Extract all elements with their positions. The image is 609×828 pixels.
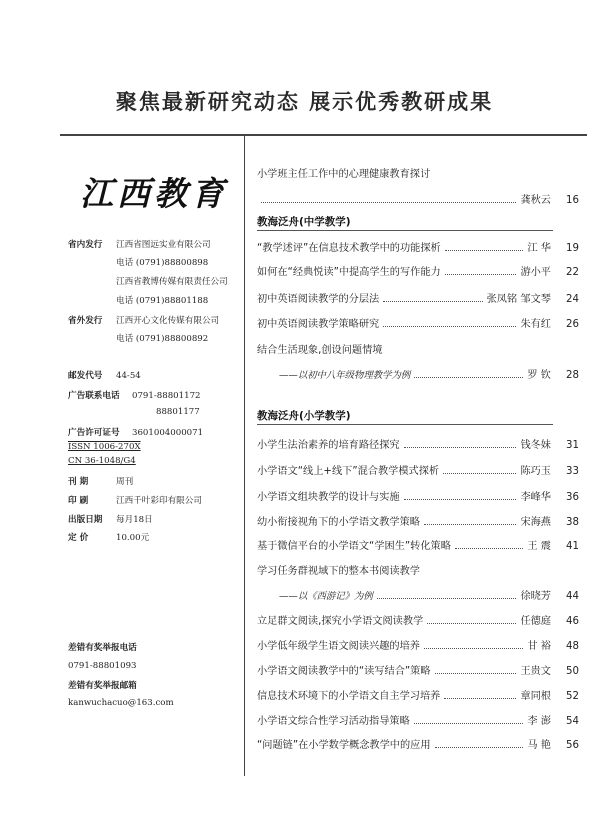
- toc-title-only-row: [257, 557, 551, 577]
- publisher-in-line: 江西省图远实业有限公司: [116, 240, 211, 250]
- toc-author: 朱有红: [520, 319, 551, 330]
- toc-title[interactable]: 小学语文阅读教学中的“读写结合”策略: [257, 666, 431, 677]
- toc-page: 48: [566, 641, 579, 652]
- toc-leader: [424, 648, 523, 649]
- toc-leader: [445, 274, 517, 275]
- page-banner: 聚焦最新研究动态 展示优秀教研成果: [115, 90, 494, 114]
- publisher-in-line: 电话 (0791)88800898: [116, 258, 209, 268]
- toc-leader: [445, 250, 524, 251]
- period-row: [68, 475, 133, 487]
- publisher-out-row: [68, 314, 219, 326]
- journal-logo: 江西教育: [80, 174, 228, 213]
- toc-entry[interactable]: [257, 632, 579, 652]
- toc-author: 甘 裕: [527, 641, 551, 652]
- publisher-in-line: 电话 (0791)88801188: [116, 296, 209, 306]
- toc-entry[interactable]: [257, 431, 579, 451]
- postal-code-row: [68, 369, 141, 381]
- ad-phone-label: 广告联系电话: [68, 391, 120, 401]
- ad-phone-value-2: 88801177: [156, 407, 200, 417]
- postal-code-label: 邮发代号: [68, 371, 103, 381]
- toc-author: 江 华: [527, 243, 551, 254]
- toc-entry-tail: [257, 582, 579, 602]
- pub-date-label: 出版日期: [68, 515, 103, 525]
- toc-leader: [455, 548, 523, 549]
- section-heading-middle-school: 教海泛舟(中学教学): [257, 216, 351, 228]
- publisher-out-phone-row: [68, 332, 208, 344]
- issn-row: [68, 442, 141, 452]
- toc-page: 46: [566, 616, 579, 627]
- toc-title[interactable]: 小学语文组块教学的设计与实施: [257, 492, 400, 503]
- toc-leader: [404, 447, 517, 448]
- printer-value: 江西千叶彩印有限公司: [116, 496, 202, 506]
- publisher-out-label: 省外发行: [68, 316, 103, 326]
- error-report-email-label: 差错有奖举报邮箱: [68, 681, 137, 691]
- ad-phone-row-2: [68, 407, 200, 417]
- publisher-in-row-2: [68, 275, 228, 287]
- toc-title[interactable]: 初中英语阅读教学策略研究: [257, 319, 380, 330]
- publisher-out-line: 电话 (0791)88800892: [116, 334, 209, 344]
- toc-leader: [383, 326, 516, 327]
- toc-entry[interactable]: [257, 607, 579, 627]
- ad-license-row: [68, 426, 203, 438]
- toc-title[interactable]: 初中英语阅读教学的分层法: [257, 294, 380, 305]
- cn-row: [68, 456, 136, 466]
- toc-page: 52: [566, 691, 579, 702]
- toc-entry[interactable]: [257, 457, 579, 477]
- toc-leader: [414, 377, 523, 378]
- publisher-in-phone-row: [68, 256, 208, 268]
- toc-leader: [377, 598, 517, 599]
- toc-author: 张凤铭 邹文琴: [486, 294, 551, 305]
- error-report-phone: 0791-88801093: [68, 661, 137, 671]
- toc-entry[interactable]: [257, 508, 579, 528]
- toc-author: 宋海燕: [520, 517, 551, 528]
- toc-leader: [443, 473, 516, 474]
- ad-phone-row: [68, 389, 201, 401]
- toc-page: 41: [566, 541, 579, 552]
- price-value: 10.00元: [116, 533, 150, 543]
- toc-title[interactable]: 幼小衔接视角下的小学语文教学策略: [257, 517, 420, 528]
- ad-license-label: 广告许可证号: [68, 428, 120, 438]
- toc-title[interactable]: 如何在“经典悦读”中提高学生的写作能力: [257, 267, 441, 278]
- toc-title-only-row: [257, 336, 551, 356]
- toc-page: 54: [566, 716, 579, 727]
- toc-entry[interactable]: [257, 483, 579, 503]
- toc-title[interactable]: 立足群文阅读,探究小学语文阅读教学: [257, 616, 424, 627]
- printer-row: [68, 494, 202, 506]
- section-rule: [257, 424, 553, 425]
- toc-entry[interactable]: [257, 285, 579, 305]
- toc-title[interactable]: 结合生活现象,创设问题情境: [257, 345, 383, 356]
- pub-date-row: [68, 513, 153, 525]
- toc-author: 游小平: [520, 267, 551, 278]
- printer-label: 印 刷: [68, 496, 89, 506]
- toc-page: 24: [566, 294, 579, 305]
- toc-author: 章同根: [520, 691, 551, 702]
- toc-leader: [414, 723, 524, 724]
- toc-page: 44: [566, 591, 579, 602]
- section-heading-primary-school: 教海泛舟(小学教学): [257, 410, 351, 422]
- publisher-in-row: [68, 238, 211, 250]
- toc-entry[interactable]: [257, 682, 579, 702]
- toc-author: 王贵文: [520, 666, 551, 677]
- toc-page: 26: [566, 319, 579, 330]
- toc-page: 31: [566, 440, 579, 451]
- toc-title[interactable]: 小学低年级学生语文阅读兴趣的培养: [257, 641, 420, 652]
- toc-author: 钱冬妹: [520, 440, 551, 451]
- toc-author: 任德庭: [520, 616, 551, 627]
- price-label: 定 价: [68, 533, 89, 543]
- publisher-in-phone-row-2: [68, 294, 208, 306]
- toc-page: 28: [566, 370, 579, 381]
- error-report-email[interactable]: kanwuchacuo@163.com: [68, 698, 174, 708]
- section-rule: [257, 230, 553, 231]
- period-value: 周刊: [116, 477, 134, 487]
- toc-entry[interactable]: [257, 258, 579, 278]
- toc-author: 龚秋云: [520, 195, 551, 206]
- price-row: [68, 531, 149, 543]
- toc-leader: [435, 673, 517, 674]
- toc-entry-tail: [257, 361, 579, 381]
- toc-author: 陈巧玉: [520, 466, 551, 477]
- pub-date-value: 每月18日: [116, 515, 153, 525]
- toc-title[interactable]: 信息技术环境下的小学语文自主学习培养: [257, 691, 441, 702]
- toc-entry[interactable]: [257, 731, 579, 751]
- toc-author: 李 澎: [527, 716, 551, 727]
- toc-page: 38: [566, 517, 579, 528]
- toc-leader: [424, 524, 516, 525]
- toc-leader: [435, 747, 524, 748]
- toc-author: 马 艳: [527, 740, 551, 751]
- ad-license-value: 3601004000071: [132, 428, 204, 438]
- toc-page: 19: [566, 243, 579, 254]
- toc-page: 22: [566, 267, 579, 278]
- toc-entry[interactable]: [257, 707, 579, 727]
- toc-title[interactable]: 学习任务群视域下的整本书阅读教学: [257, 566, 420, 577]
- toc-title[interactable]: 小学生法治素养的培育路径探究: [257, 440, 400, 451]
- publisher-out-line: 江西开心文化传媒有限公司: [116, 316, 220, 326]
- toc-leader: [404, 499, 517, 500]
- toc-author: 徐晓芳: [520, 591, 551, 602]
- column-divider: [244, 136, 245, 776]
- toc-leader: [261, 202, 516, 203]
- toc-page: 33: [566, 466, 579, 477]
- toc-title[interactable]: 小学语文“线上+线下”混合教学模式探析: [257, 466, 440, 477]
- toc-author: 李峰华: [520, 492, 551, 503]
- toc-subtitle: ——以《西游记》为例: [279, 591, 373, 602]
- toc-entry[interactable]: [257, 310, 579, 330]
- toc-title[interactable]: “问题链”在小学数学概念教学中的应用: [257, 740, 431, 751]
- toc-title-only-row: [257, 160, 551, 180]
- ad-phone-value: 0791-88801172: [132, 391, 201, 401]
- publisher-in-line: 江西省教博传媒有限责任公司: [116, 277, 228, 287]
- issn: ISSN 1006-270X: [68, 442, 141, 452]
- toc-entry-tail: [257, 186, 579, 206]
- toc-author: 罗 钦: [527, 370, 551, 381]
- period-label: 刊 期: [68, 477, 89, 487]
- toc-leader: [383, 301, 482, 302]
- toc-title[interactable]: 基于微信平台的小学语文“学困生”转化策略: [257, 541, 451, 552]
- toc-title[interactable]: 小学语文综合性学习活动指导策略: [257, 716, 410, 727]
- toc-entry[interactable]: [257, 532, 579, 552]
- toc-leader: [444, 698, 516, 699]
- publisher-in-label: 省内发行: [68, 240, 103, 250]
- toc-title[interactable]: 小学班主任工作中的心理健康教育探讨: [257, 169, 431, 180]
- error-report-phone-label: 差错有奖举报电话: [68, 643, 137, 653]
- toc-subtitle: ——以初中八年级物理教学为例: [279, 370, 411, 381]
- toc-leader: [427, 623, 516, 624]
- toc-entry[interactable]: [257, 657, 579, 677]
- toc-page: 50: [566, 666, 579, 677]
- toc-title[interactable]: “教学述评”在信息技术教学中的功能探析: [257, 243, 441, 254]
- toc-author: 王 震: [527, 541, 551, 552]
- cn-number: CN 36-1048/G4: [68, 456, 136, 466]
- toc-page: 36: [566, 492, 579, 503]
- header-rule: [60, 134, 587, 136]
- toc-page: 16: [566, 195, 579, 206]
- toc-page: 56: [566, 740, 579, 751]
- postal-code-value: 44-54: [116, 371, 141, 381]
- toc-entry[interactable]: [257, 234, 579, 254]
